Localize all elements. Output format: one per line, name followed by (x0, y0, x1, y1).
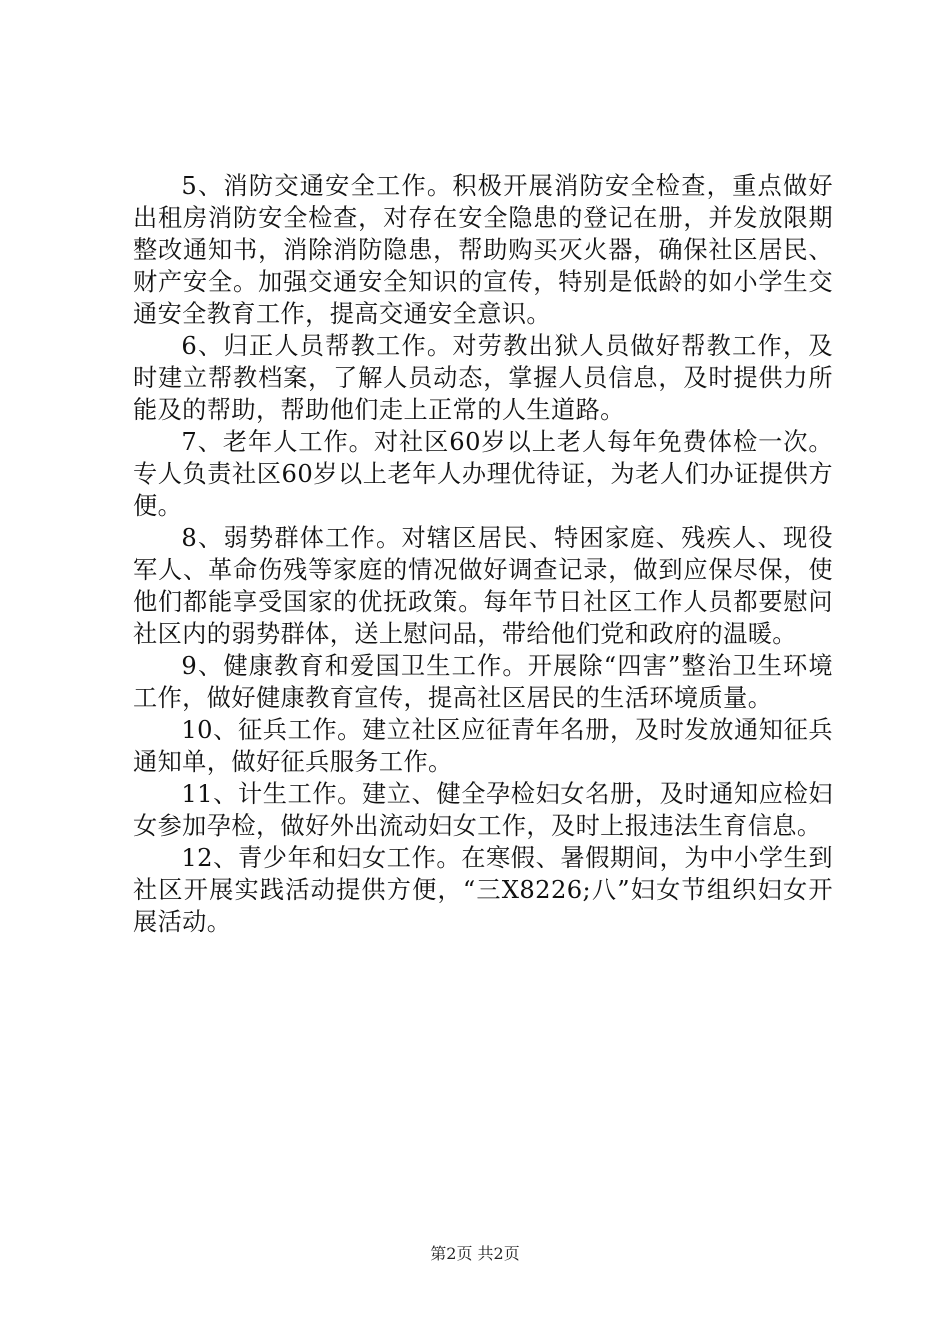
paragraph-elderly: 7、老年人工作。对社区60岁以上老人每年免费体检一次。专人负责社区60岁以上老年人办理优待证，为老人们办证提供方便。 (133, 428, 833, 520)
paragraph-youth-women: 12、青少年和妇女工作。在寒假、暑假期间，为中小学生到社区开展实践活动提供方便，“三X8226;八”妇女节组织妇女开展活动。 (133, 844, 833, 936)
paragraph-family-planning: 11、计生工作。建立、健全孕检妇女名册，及时通知应检妇女参加孕检，做好外出流动妇女工作，及时上报违法生育信息。 (133, 780, 833, 840)
page-number: 第2页 共2页 (430, 1244, 520, 1263)
page-footer (0, 1244, 950, 1264)
paragraph-conscription: 10、征兵工作。建立社区应征青年名册，及时发放通知征兵通知单，做好征兵服务工作。 (133, 716, 833, 776)
paragraph-health-hygiene: 9、健康教育和爱国卫生工作。开展除“四害”整治卫生环境工作，做好健康教育宣传，提高社区居民的生活环境质量。 (133, 652, 833, 712)
paragraph-vulnerable-groups: 8、弱势群体工作。对辖区居民、特困家庭、残疾人、现役军人、革命伤残等家庭的情况做好调查记录，做到应保尽保，使他们都能享受国家的优抚政策。每年节日社区工作人员都要慰问社区内的弱势群体，送上慰问品，带给他们党和政府的温暖。 (133, 524, 833, 648)
paragraph-rehabilitation: 6、归正人员帮教工作。对劳教出狱人员做好帮教工作，及时建立帮教档案，了解人员动态，掌握人员信息，及时提供力所能及的帮助，帮助他们走上正常的人生道路。 (133, 332, 833, 424)
document-body (133, 170, 833, 938)
paragraph-fire-traffic-safety: 5、消防交通安全工作。积极开展消防安全检查，重点做好出租房消防安全检查，对存在安全隐患的登记在册，并发放限期整改通知书，消除消防隐患，帮助购买灭火器，确保社区居民、财产安全。加强交通安全知识的宣传，特别是低龄的如小学生交通安全教育工作，提高交通安全意识。 (133, 172, 833, 328)
